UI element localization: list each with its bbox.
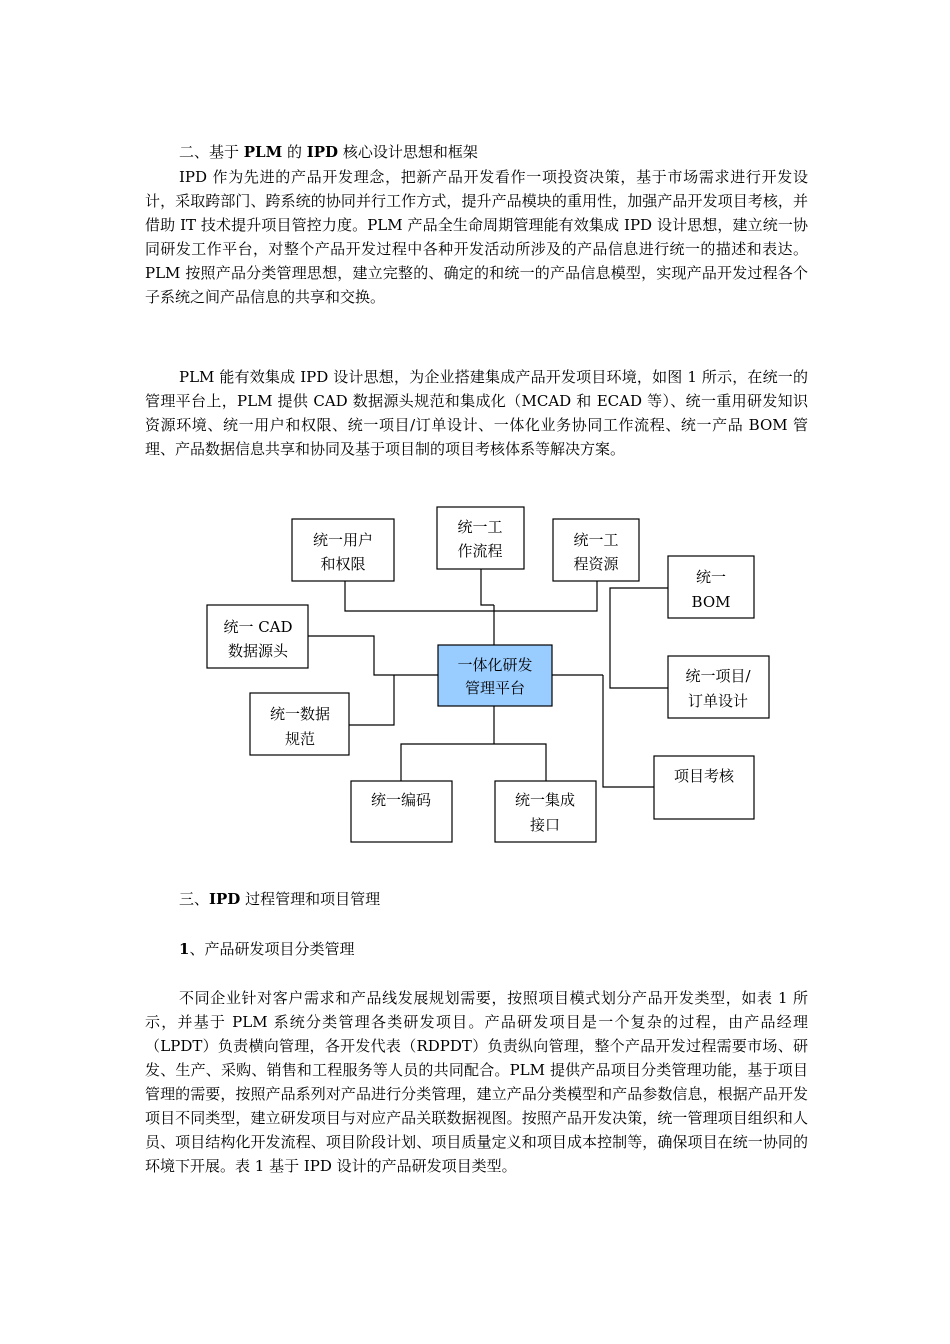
node-project-assessment <box>654 756 754 819</box>
node-label: 数据源头 <box>227 642 289 660</box>
subsection-number: 1 <box>179 940 190 958</box>
node-unified-bom <box>668 556 754 618</box>
node-label: BOM <box>691 593 731 611</box>
node-label: 统一工 <box>457 518 503 536</box>
node-label: 统一 <box>695 568 727 586</box>
node-unified-interface <box>495 781 596 842</box>
node-label: 和权限 <box>320 555 366 573</box>
node-label: 接口 <box>529 816 561 834</box>
section-2-paragraph-2: PLM 能有效集成 IPD 设计思想，为企业搭建集成产品开发项目环境，如图 1 所示，在统一的管理平台上，PLM 提供 CAD 数据源头规范和集成化（MCAD 和 ECAD 等）、统一重用研发知识资源环境、统一用户和权限、统一项目/订单设计、一体化业务协同工作流程、统一产品 BOM 管理、产品数据信息共享和协同及基于项目制的项目考核体系等解决方案。 <box>145 368 808 458</box>
node-label: 统一集成 <box>514 791 576 809</box>
node-label: 程资源 <box>573 555 619 573</box>
heading-bold-plm: PLM <box>243 143 283 161</box>
node-label: 统一数据 <box>269 705 331 723</box>
node-unified-project <box>668 656 769 718</box>
node-label: 管理平台 <box>464 679 526 697</box>
heading-text: 过程管理和项目管理 <box>240 890 381 908</box>
heading-text: 三、 <box>179 890 210 908</box>
node-unified-user <box>292 519 394 581</box>
subsection-title: 、产品研发项目分类管理 <box>189 940 355 958</box>
section-2-paragraph-1: IPD 作为先进的产品开发理念，把新产品开发看作一项投资决策，基于市场需求进行开发设计，采取跨部门、跨系统的协同并行工作方式，提升产品模块的重用性，加强产品开发项目考核，并借助 IT 技术提升项目管控力度。PLM 产品全生命周期管理能有效集成 IPD 设计思想，建立统一协同研发工作平台，对整个产品开发过程中各种开发活动所涉及的产品信息进行统一的描述和表达。PLM 按照产品分类管理思想，建立完整的、确定的和统一的产品信息模型，实现产品开发过程各个子系统之间产品信息的共享和交换。 <box>145 168 808 306</box>
node-unified-code <box>351 781 452 842</box>
node-label: 规范 <box>284 730 316 748</box>
node-unified-resource <box>553 519 639 581</box>
section-3-heading <box>179 887 380 911</box>
node-unified-workflow <box>437 507 524 569</box>
heading-bold-ipd: IPD <box>306 143 339 161</box>
node-unified-data <box>250 693 349 755</box>
node-integrated-platform <box>438 645 552 706</box>
subsection-1-heading <box>179 937 354 961</box>
node-label: 统一用户 <box>312 531 374 549</box>
node-label: 统一项目/ <box>685 667 751 685</box>
node-label: 统一工 <box>573 531 619 549</box>
node-label: 统一 CAD <box>223 618 293 636</box>
heading-text: 核心设计思想和框架 <box>338 143 478 161</box>
node-unified-cad <box>207 605 308 668</box>
heading-text: 二、基于 <box>179 143 244 161</box>
node-label: 统一编码 <box>370 791 432 809</box>
node-label: 作流程 <box>457 542 503 560</box>
heading-bold-ipd: IPD <box>209 890 241 908</box>
node-label: 项目考核 <box>673 767 735 785</box>
node-label: 一体化研发 <box>457 656 533 674</box>
node-label: 订单设计 <box>687 692 749 710</box>
heading-text: 的 <box>282 143 307 161</box>
section-3-paragraph-1: 不同企业针对客户需求和产品线发展规划需要，按照项目模式划分产品开发类型，如表 1 所示，并基于 PLM 系统分类管理各类研发项目。产品研发项目是一个复杂的过程，由产品经理（LPDT）负责横向管理，各开发代表（RDPDT）负责纵向管理，整个产品开发过程需要市场、研发、生产、采购、销售和工程服务等人员的共同配合。PLM 提供产品项目分类管理功能，基于项目管理的需要，按照产品系列对产品进行分类管理，建立产品分类模型和产品参数信息，根据产品开发项目不同类型，建立研发项目与对应产品关联数据视图。按照产品开发决策，统一管理项目组织和人员、项目结构化开发流程、项目阶段计划、项目质量定义和项目成本控制等，确保项目在统一协同的环境下开展。表 1 基于 IPD 设计的产品研发项目类型。 <box>145 989 808 1175</box>
